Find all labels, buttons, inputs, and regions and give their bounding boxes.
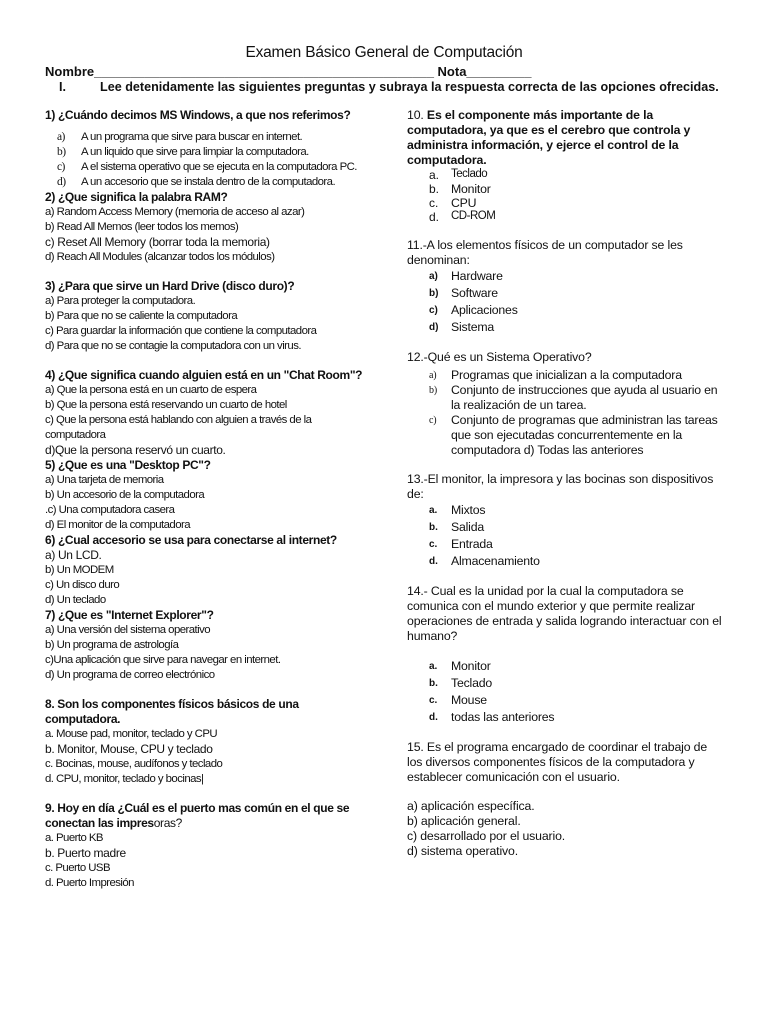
left-column <box>45 108 365 891</box>
option: d. todas las anteriores <box>429 710 555 724</box>
right-column <box>407 108 725 859</box>
option: d)Que la persona reservó un cuarto. <box>45 443 226 457</box>
option: c. Bocinas, mouse, audífonos y teclado <box>45 758 223 770</box>
question-8 <box>45 697 365 787</box>
option: d) Un programa de correo electrónico <box>45 669 215 681</box>
option: a. Teclado <box>429 168 488 182</box>
option: d) Sistema <box>429 320 495 334</box>
question-text: 7) ¿Que es "Internet Explorer"? <box>45 608 214 622</box>
option: a) Una versión del sistema operativo <box>45 624 211 636</box>
option: c) desarrollado por el usuario. <box>407 829 566 843</box>
option: d) Para que no se contagie la computadora con un virus. <box>45 340 301 352</box>
exam-title: Examen Básico General de Computación <box>245 44 523 61</box>
question-7 <box>45 608 365 683</box>
question-text: 1) ¿Cuándo decimos MS Windows, a que nos referimos? <box>45 108 351 122</box>
option: a. Mouse pad, monitor, teclado y CPU <box>45 728 218 740</box>
option: a) Hardware <box>429 269 503 283</box>
option: b) Conjunto de instrucciones que ayuda al usuario en la realización de un tarea. <box>429 383 718 412</box>
option: d. CPU, monitor, teclado y bocinas| <box>45 773 204 785</box>
question-text: 10. Es el componente más importante de la computadora, ya que es el cerebro que controla y administra información, y ejerce el control de la computadora. <box>407 108 691 167</box>
option: b) Para que no se caliente la computadora <box>45 310 238 322</box>
question-text: 6) ¿Cual accesorio se usa para conectarse al internet? <box>45 533 337 547</box>
instructions <box>45 80 719 94</box>
question-text: 3) ¿Para que sirve un Hard Drive (disco duro)? <box>45 279 295 293</box>
question-4 <box>45 368 365 458</box>
option: c) Reset All Memory (borrar toda la memoria) <box>45 235 270 249</box>
question-12 <box>407 350 725 458</box>
option: b) A un liquido que sirve para limpiar la computadora. <box>57 146 309 158</box>
option: d. Puerto Impresión <box>45 877 134 889</box>
option: d) Un teclado <box>45 594 106 606</box>
question-9 <box>45 801 365 891</box>
option: b) Un programa de astrología <box>45 639 179 651</box>
option: d. Almacenamiento <box>429 554 540 568</box>
option: a) Una tarjeta de memoria <box>45 474 164 486</box>
option: d) Reach All Modules (alcanzar todos los módulos) <box>45 251 275 263</box>
option: b) aplicación general. <box>407 814 521 828</box>
option: b) Que la persona está reservando un cuarto de hotel <box>45 399 287 411</box>
question-6 <box>45 533 365 608</box>
option: b) Un accesorio de la computadora <box>45 489 205 501</box>
question-text: 5) ¿Que es una "Desktop PC"? <box>45 458 211 472</box>
option: c) Un disco duro <box>45 579 120 591</box>
option: d. CD-ROM <box>429 210 496 224</box>
question-text: 2) ¿Que significa la palabra RAM? <box>45 190 228 204</box>
option: c) Aplicaciones <box>429 303 518 317</box>
question-text: 13.-El monitor, la impresora y las bocinas son dispositivos de: <box>407 472 714 501</box>
question-1 <box>45 108 365 190</box>
instructions-text: Lee detenidamente las siguientes preguntas y subraya la respuesta correcta de las opciones ofrecidas. <box>100 80 719 94</box>
question-text: 8. Son los componentes físicos básicos de una computadora. <box>45 697 299 726</box>
option: a) A un programa que sirve para buscar en internet. <box>57 131 303 143</box>
option: .c) Una computadora casera <box>45 504 175 516</box>
question-text: 12.-Qué es un Sistema Operativo? <box>407 350 592 364</box>
question-text: 11.-A los elementos físicos de un computador se les denominan: <box>407 238 683 267</box>
option: d) sistema operativo. <box>407 844 518 858</box>
option: c. CPU <box>429 196 477 210</box>
option: b. Teclado <box>429 676 492 690</box>
question-text: 14.- Cual es la unidad por la cual la computadora se comunica con el mundo exterior y que permite realizar operaciones de entrada y salida logrando interactuar con el humano? <box>407 584 722 643</box>
instructions-numeral: I. <box>59 80 66 94</box>
option: a. Mixtos <box>429 503 486 517</box>
option: d) A un accesorio que se instala dentro de la computadora. <box>57 176 336 188</box>
question-5 <box>45 458 365 533</box>
option: c) Que la persona está hablando con alguien a través de la computadora <box>45 414 312 441</box>
question-13 <box>407 472 725 570</box>
option: c. Mouse <box>429 693 487 707</box>
question-2 <box>45 190 365 265</box>
option: a. Puerto KB <box>45 832 103 844</box>
question-text: 9. Hoy en día ¿Cuál es el puerto mas común en el que se conectan las impresoras? <box>45 801 350 830</box>
option: b) Un MODEM <box>45 564 114 576</box>
question-15 <box>407 740 725 859</box>
option: c. Puerto USB <box>45 862 111 874</box>
option: b) Software <box>429 286 498 300</box>
option: b. Monitor <box>429 182 491 196</box>
option: a) Random Access Memory (memoria de acceso al azar) <box>45 206 305 218</box>
option: c) Conjunto de programas que administran las tareas que son ejecutadas concurrentemente en la computadora d) Todas las anteriores <box>429 413 718 457</box>
option: b. Puerto madre <box>45 846 126 860</box>
question-14 <box>407 584 725 726</box>
option: b) Read All Memos (leer todos los memos) <box>45 221 239 233</box>
option: b. Salida <box>429 520 484 534</box>
option: c) Para guardar la información que contiene la computadora <box>45 325 317 337</box>
question-10 <box>407 108 725 224</box>
option: a) Para proteger la computadora. <box>45 295 196 307</box>
option: c) A el sistema operativo que se ejecuta en la computadora PC. <box>57 161 357 173</box>
question-text: 15. Es el programa encargado de coordinar el trabajo de los diversos componentes físicos de la computadora y establecer comunicación con el usuario. <box>407 740 708 784</box>
name-grade-line: Nombre_______________________________________________ Nota_________ <box>45 64 532 79</box>
option: a) aplicación específica. <box>407 799 535 813</box>
question-11 <box>407 238 725 336</box>
option: d) El monitor de la computadora <box>45 519 191 531</box>
option: a) Programas que inicializan a la computadora <box>429 368 682 382</box>
question-3 <box>45 279 365 354</box>
option: c. Entrada <box>429 537 493 551</box>
question-text: 4) ¿Que significa cuando alguien está en un "Chat Room"? <box>45 368 363 382</box>
option: a) Que la persona está en un cuarto de espera <box>45 384 257 396</box>
option: a. Monitor <box>429 659 491 673</box>
option: c)Una aplicación que sirve para navegar en internet. <box>45 654 281 666</box>
option: b. Monitor, Mouse, CPU y teclado <box>45 742 213 756</box>
option: a) Un LCD. <box>45 548 102 562</box>
